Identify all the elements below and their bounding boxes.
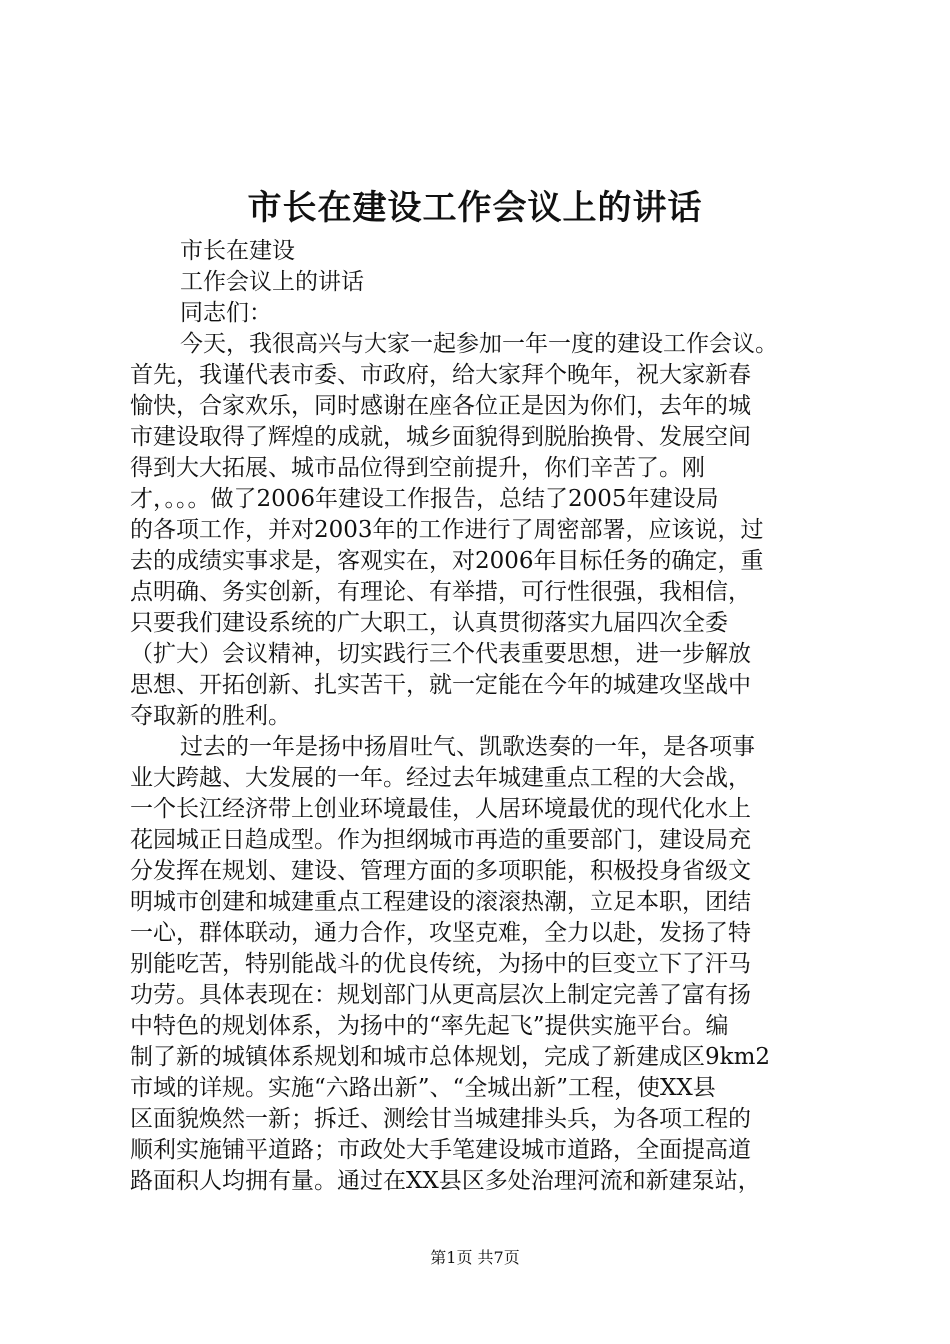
- paragraph-2: [130, 732, 850, 1197]
- text-line: 市域的详规。实施“六路出新”、“全城出新”工程，使XX县: [130, 1075, 716, 1101]
- text-line: 过去的一年是扬中扬眉吐气、凯歌迭奏的一年，是各项事: [180, 734, 755, 760]
- subtitle-line: 工作会议上的讲话: [180, 269, 364, 295]
- text-line: 中特色的规划体系，为扬中的“率先起飞”提供实施平台。编: [130, 1013, 729, 1039]
- text-line: 顺利实施铺平道路；市政处大手笔建设城市道路，全面提高道: [130, 1137, 751, 1163]
- subtitle-line: 市长在建设: [180, 238, 295, 264]
- text-line: 一个长江经济带上创业环境最佳，人居环境最优的现代化水上: [130, 796, 751, 822]
- text-line: 才，。。。做了2006年建设工作报告，总结了2005年建设局: [130, 486, 719, 512]
- text-line: 愉快，合家欢乐，同时感谢在座各位正是因为你们，去年的城: [130, 393, 751, 419]
- document-body: [130, 236, 850, 1197]
- page-footer: 第1页 共7页: [430, 1248, 520, 1267]
- text-line: 分发挥在规划、建设、管理方面的多项职能，积极投身省级文: [130, 858, 751, 884]
- text-line: （扩大）会议精神，切实践行三个代表重要思想，进一步解放: [130, 641, 751, 667]
- text-line: 思想、开拓创新、扎实苦干，就一定能在今年的城建攻坚战中: [130, 672, 751, 698]
- text-line: 今天，我很高兴与大家一起参加一年一度的建设工作会议。: [180, 331, 778, 357]
- text-line: 别能吃苦，特别能战斗的优良传统，为扬中的巨变立下了汗马: [130, 951, 751, 977]
- text-line: 点明确、务实创新，有理论、有举措，可行性很强，我相信，: [130, 579, 751, 605]
- document-title: 市长在建设工作会议上的讲话: [247, 188, 703, 228]
- text-line: 一心，群体联动，通力合作，攻坚克难，全力以赴，发扬了特: [130, 920, 751, 946]
- text-line: 夺取新的胜利。: [130, 703, 291, 729]
- text-line: 只要我们建设系统的广大职工，认真贯彻落实九届四次全委: [130, 610, 728, 636]
- text-line: 市建设取得了辉煌的成就，城乡面貌得到脱胎换骨、发展空间: [130, 424, 751, 450]
- text-line: 路面积人均拥有量。通过在XX县区多处治理河流和新建泵站，: [130, 1168, 761, 1194]
- text-line: 去的成绩实事求是，客观实在，对2006年目标任务的确定，重: [130, 548, 764, 574]
- text-line: 明城市创建和城建重点工程建设的滚滚热潮，立足本职，团结: [130, 889, 751, 915]
- text-line: 功劳。具体表现在：规划部门从更高层次上制定完善了富有扬: [130, 982, 751, 1008]
- text-line: 的各项工作，并对2003年的工作进行了周密部署，应该说，过: [130, 517, 764, 543]
- text-line: 制了新的城镇体系规划和城市总体规划，完成了新建成区9km2: [130, 1044, 771, 1070]
- salutation: 同志们：: [180, 300, 272, 326]
- text-line: 区面貌焕然一新；拆迁、测绘甘当城建排头兵，为各项工程的: [130, 1106, 751, 1132]
- text-line: 业大跨越、大发展的一年。经过去年城建重点工程的大会战，: [130, 765, 751, 791]
- text-line: 花园城正日趋成型。作为担纲城市再造的重要部门，建设局充: [130, 827, 751, 853]
- text-line: 首先，我谨代表市委、市政府，给大家拜个晚年，祝大家新春: [130, 362, 751, 388]
- text-line: 得到大大拓展、城市品位得到空前提升，你们辛苦了。刚: [130, 455, 705, 481]
- paragraph-1: [130, 329, 850, 732]
